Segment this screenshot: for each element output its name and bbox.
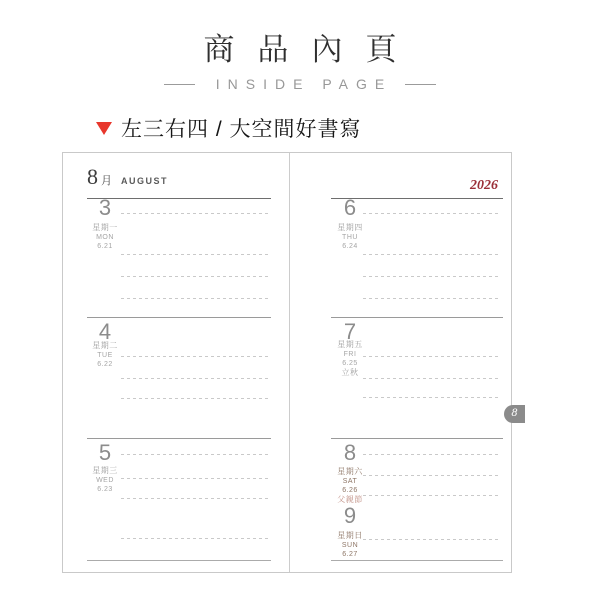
triangle-down-icon — [96, 122, 112, 135]
solar-term-label: 立秋 — [341, 368, 359, 377]
writing-line — [363, 276, 501, 277]
writing-line — [121, 298, 269, 299]
lunar-date: 6.22 — [97, 361, 113, 368]
holiday-label: 父親節 — [337, 495, 363, 504]
writing-line — [363, 254, 501, 255]
writing-line — [121, 276, 269, 277]
planner-spread — [62, 152, 518, 573]
page-divider — [289, 153, 290, 572]
page-title: 商品內頁 — [203, 32, 420, 67]
day-number: 7 — [343, 319, 357, 344]
writing-line — [363, 397, 501, 398]
weekday-en: FRI — [343, 351, 357, 358]
weekday-cn: 星期三 — [92, 466, 118, 475]
lunar-date: 6.24 — [342, 243, 358, 250]
feature-text: 左三右四 / 大空間好書寫 — [121, 118, 362, 141]
writing-line — [363, 475, 501, 476]
writing-line — [121, 454, 269, 455]
writing-line — [363, 356, 501, 357]
page-bottom-rule — [87, 560, 271, 561]
section-rule — [331, 438, 503, 439]
month-header — [87, 166, 168, 188]
month-unit: 月 — [101, 175, 112, 187]
year-label: 2026 — [470, 178, 498, 193]
weekday-en: THU — [342, 234, 358, 241]
lunar-date: 6.26 — [342, 487, 358, 494]
lunar-date: 6.21 — [97, 243, 113, 250]
weekday-en: SUN — [341, 542, 359, 549]
writing-line — [121, 538, 269, 539]
writing-line — [121, 356, 269, 357]
writing-line — [363, 213, 501, 214]
lunar-date: 6.25 — [342, 360, 358, 367]
weekday-cn: 星期五 — [337, 340, 363, 349]
subtitle-row — [0, 76, 600, 92]
weekday-cn: 星期四 — [337, 223, 363, 232]
writing-line — [121, 498, 269, 499]
month-number: 8 — [87, 164, 98, 189]
writing-line — [363, 378, 501, 379]
writing-line — [363, 539, 501, 540]
feature-callout — [96, 113, 362, 143]
day-number: 8 — [343, 440, 357, 465]
writing-line — [121, 398, 269, 399]
writing-line — [363, 298, 501, 299]
section-rule — [331, 317, 503, 318]
month-name-en: AUGUST — [121, 176, 168, 186]
day-number: 3 — [98, 195, 112, 220]
weekday-en: SAT — [342, 478, 358, 485]
day-number: 9 — [343, 503, 357, 528]
subtitle-dash-right — [405, 84, 436, 85]
section-rule — [87, 317, 271, 318]
weekday-en: TUE — [97, 352, 113, 359]
writing-line — [121, 254, 269, 255]
lunar-date: 6.27 — [342, 551, 358, 558]
day-number: 5 — [98, 440, 112, 465]
day-number: 6 — [343, 195, 357, 220]
weekday-cn: 星期日 — [337, 531, 363, 540]
page-subtitle: INSIDE PAGE — [215, 76, 393, 92]
subtitle-dash-left — [164, 84, 195, 85]
month-index-tab: 8 — [504, 405, 525, 423]
weekday-en: MON — [96, 234, 114, 241]
writing-line — [121, 378, 269, 379]
weekday-en: WED — [96, 477, 114, 484]
writing-line — [363, 495, 501, 496]
writing-line — [121, 213, 269, 214]
day-number: 4 — [98, 319, 112, 344]
section-rule — [87, 438, 271, 439]
weekday-cn: 星期一 — [92, 223, 118, 232]
writing-line — [121, 478, 269, 479]
weekday-cn: 星期二 — [92, 341, 118, 350]
weekday-cn: 星期六 — [337, 467, 363, 476]
writing-line — [363, 454, 501, 455]
page-bottom-rule — [331, 560, 503, 561]
lunar-date: 6.23 — [97, 486, 113, 493]
